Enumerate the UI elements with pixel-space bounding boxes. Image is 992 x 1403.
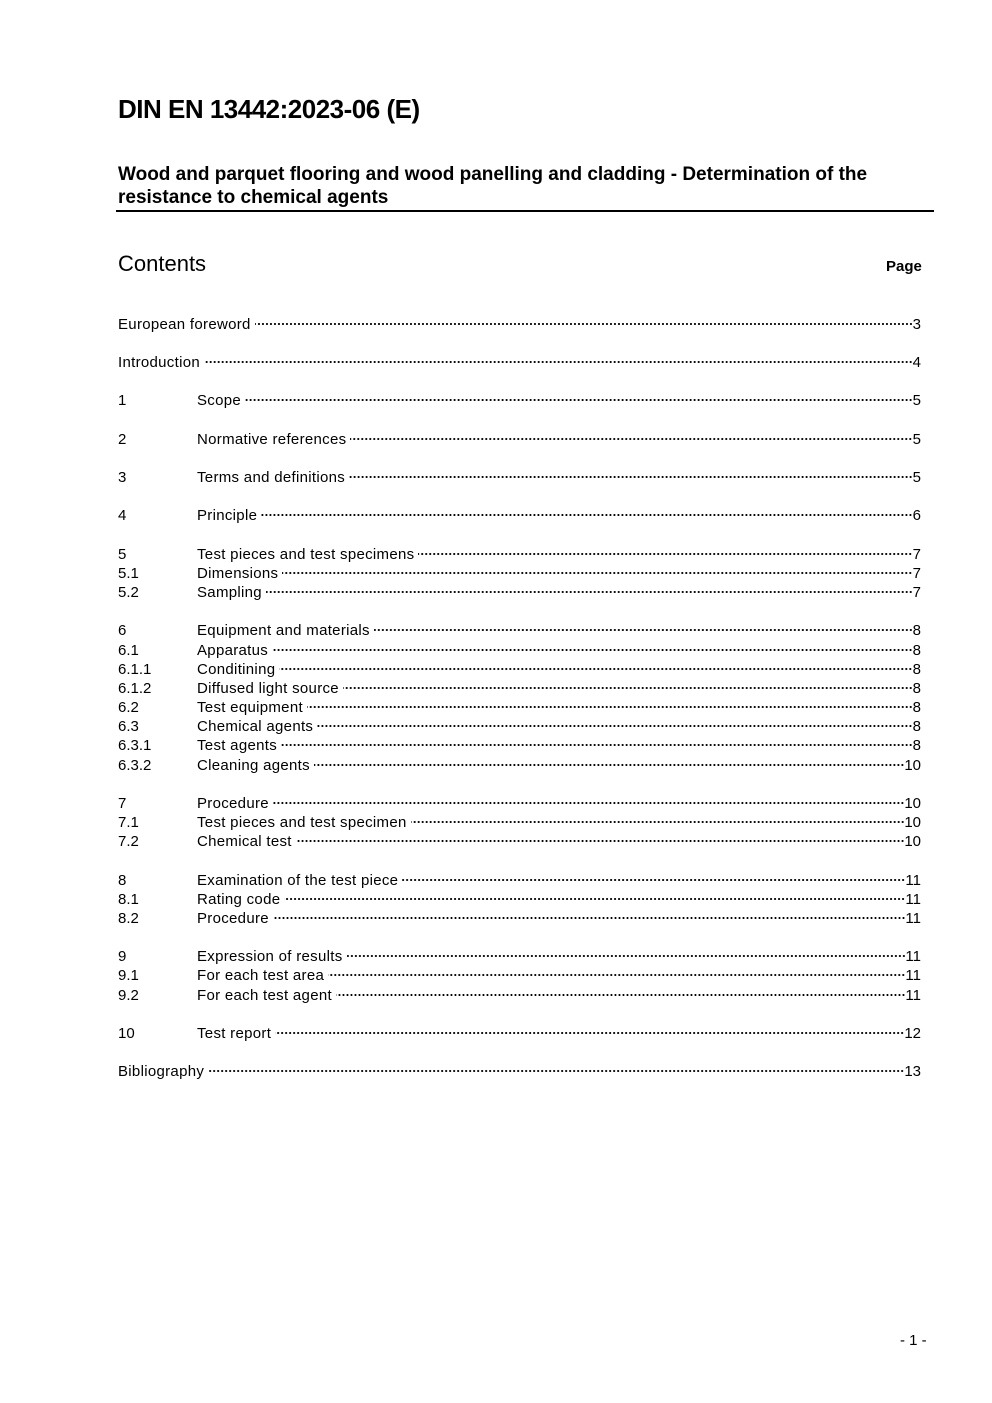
toc-entry-number: 6.3.2 xyxy=(118,757,152,774)
toc-leader-dots xyxy=(402,879,905,881)
toc-entry-title: Cleaning agents xyxy=(197,757,310,774)
toc-entry-page: 11 xyxy=(905,948,921,965)
toc-entry-page: 5 xyxy=(912,431,921,448)
toc-entry[interactable] xyxy=(118,583,921,602)
toc-entry-page: 8 xyxy=(912,642,921,659)
toc-entry[interactable] xyxy=(118,871,921,890)
toc-leader-dots xyxy=(317,725,912,727)
toc-entry-title: Scope xyxy=(197,392,242,409)
toc-entry-page: 7 xyxy=(912,546,921,563)
toc-entry-number: 9.1 xyxy=(118,967,139,984)
document-id: DIN EN 13442:2023-06 (E) xyxy=(118,94,420,124)
toc-entry-page: 8 xyxy=(912,680,921,697)
toc-leader-dots xyxy=(296,840,905,842)
page-number: - 1 - xyxy=(900,1332,927,1349)
toc-entry-number: 6.3.1 xyxy=(118,737,152,754)
toc-entry-number: 8 xyxy=(118,872,127,889)
toc-entry-title: Normative references xyxy=(197,431,347,448)
toc-entry-number: 6.2 xyxy=(118,699,139,716)
toc-entry-number: 6.1.2 xyxy=(118,680,152,697)
toc-entry[interactable] xyxy=(118,698,921,717)
toc-leader-dots xyxy=(273,917,906,919)
toc-entry-page: 8 xyxy=(912,661,921,678)
toc-entry-number: 6 xyxy=(118,622,127,639)
toc-entry-page: 8 xyxy=(912,699,921,716)
contents-heading: Contents xyxy=(118,251,207,276)
toc-leader-dots xyxy=(418,553,912,555)
toc-entry-title: Bibliography xyxy=(118,1063,205,1080)
toc-entry-number: 6.1.1 xyxy=(118,661,152,678)
toc-entry-title: European foreword xyxy=(118,316,251,333)
toc-leader-dots xyxy=(349,476,913,478)
toc-entry[interactable] xyxy=(118,1024,921,1043)
toc-entry[interactable] xyxy=(118,966,921,985)
toc-entry-title: Terms and definitions xyxy=(197,469,346,486)
toc-entry-number: 4 xyxy=(118,507,127,524)
toc-entry[interactable] xyxy=(118,986,921,1005)
toc-leader-dots xyxy=(273,802,904,804)
toc-entry-title: Test agents xyxy=(197,737,278,754)
toc-entry[interactable] xyxy=(118,679,921,698)
toc-entry-number: 5.1 xyxy=(118,565,139,582)
toc-entry-page: 5 xyxy=(912,469,921,486)
toc-entry-title: Equipment and materials xyxy=(197,622,370,639)
toc-entry[interactable] xyxy=(118,545,921,564)
toc-entry-number: 5 xyxy=(118,546,127,563)
toc-entry-number: 3 xyxy=(118,469,127,486)
toc-entry[interactable] xyxy=(118,832,921,851)
toc-entry-title: For each test area xyxy=(197,967,325,984)
toc-leader-dots xyxy=(314,764,904,766)
toc-entry-title: Chemical agents xyxy=(197,718,314,735)
toc-entry[interactable] xyxy=(118,794,921,813)
toc-entry-number: 6.3 xyxy=(118,718,139,735)
toc-entry[interactable] xyxy=(118,315,921,334)
toc-leader-dots xyxy=(328,974,905,976)
toc-entry-number: 6.1 xyxy=(118,642,139,659)
toc-leader-dots xyxy=(284,898,905,900)
toc-entry-number: 9 xyxy=(118,948,127,965)
toc-entry-number: 9.2 xyxy=(118,987,139,1004)
toc-entry-page: 6 xyxy=(912,507,921,524)
toc-leader-dots xyxy=(336,994,905,996)
toc-entry-number: 5.2 xyxy=(118,584,139,601)
toc-leader-dots xyxy=(208,1070,904,1072)
toc-entry-title: Examination of the test piece xyxy=(197,872,399,889)
toc-entry[interactable] xyxy=(118,564,921,583)
toc-entry-page: 8 xyxy=(912,718,921,735)
toc-leader-dots xyxy=(307,706,913,708)
toc-entry-page: 11 xyxy=(905,910,921,927)
toc-entry-page: 7 xyxy=(912,584,921,601)
toc-entry-title: Dimensions xyxy=(197,565,279,582)
toc-entry-page: 12 xyxy=(904,1025,921,1042)
toc-entry-number: 2 xyxy=(118,431,127,448)
toc-entry-title: Conditining xyxy=(197,661,276,678)
toc-leader-dots xyxy=(266,591,913,593)
title-divider xyxy=(116,210,934,212)
toc-leader-dots xyxy=(204,361,913,363)
toc-entry-page: 3 xyxy=(912,316,921,333)
toc-entry[interactable] xyxy=(118,391,921,410)
toc-entry-title: Test report xyxy=(197,1025,272,1042)
toc-entry-page: 8 xyxy=(912,737,921,754)
toc-entry-page: 11 xyxy=(905,872,921,889)
toc-entry[interactable] xyxy=(118,947,921,966)
toc-entry-page: 11 xyxy=(905,987,921,1004)
toc-leader-dots xyxy=(343,687,913,689)
toc-entry[interactable] xyxy=(118,890,921,909)
toc-entry-title: Procedure xyxy=(197,910,269,927)
toc-entry-page: 4 xyxy=(912,354,921,371)
toc-entry-title: Rating code xyxy=(197,891,281,908)
toc-entry-page: 7 xyxy=(912,565,921,582)
toc-entry[interactable] xyxy=(118,621,921,640)
toc-leader-dots xyxy=(347,955,906,957)
toc-entry-page: 10 xyxy=(904,814,921,831)
toc-entry-number: 10 xyxy=(118,1025,135,1042)
toc-entry-page: 10 xyxy=(904,795,921,812)
toc-entry-page: 11 xyxy=(905,967,921,984)
page-column-label: Page xyxy=(886,258,922,275)
toc-entry[interactable] xyxy=(118,506,921,525)
toc-entry[interactable] xyxy=(118,909,921,928)
toc-leader-dots xyxy=(350,438,912,440)
toc-entry-title: Sampling xyxy=(197,584,262,601)
toc-leader-dots xyxy=(275,1032,904,1034)
toc-entry[interactable] xyxy=(118,660,921,679)
toc-entry-number: 8.1 xyxy=(118,891,139,908)
toc-entry-page: 10 xyxy=(904,833,921,850)
toc-entry-page: 8 xyxy=(912,622,921,639)
toc-entry-title: Test pieces and test specimen xyxy=(197,814,407,831)
toc-entry-page: 11 xyxy=(905,891,921,908)
toc-leader-dots xyxy=(281,744,913,746)
toc-leader-dots xyxy=(411,821,905,823)
toc-entry-title: Chemical test xyxy=(197,833,292,850)
toc-entry-number: 7.1 xyxy=(118,814,139,831)
toc-leader-dots xyxy=(279,668,912,670)
toc-entry[interactable] xyxy=(118,468,921,487)
toc-entry-title: Apparatus xyxy=(197,642,269,659)
toc-entry[interactable] xyxy=(118,430,921,449)
toc-entry-title: Procedure xyxy=(197,795,269,812)
toc-entry-page: 5 xyxy=(912,392,921,409)
toc-entry-title: For each test agent xyxy=(197,987,332,1004)
toc-entry[interactable] xyxy=(118,353,921,372)
toc-leader-dots xyxy=(282,572,912,574)
toc-entry[interactable] xyxy=(118,717,921,736)
toc-entry-title: Test equipment xyxy=(197,699,303,716)
toc-entry-number: 1 xyxy=(118,392,127,409)
toc-leader-dots xyxy=(261,514,912,516)
toc-entry-number: 7 xyxy=(118,795,127,812)
toc-entry[interactable] xyxy=(118,756,921,775)
toc-entry-page: 13 xyxy=(904,1063,921,1080)
document-title: Wood and parquet flooring and wood panelling and cladding - Determination of the resistance to chemical agents xyxy=(118,164,868,208)
toc-leader-dots xyxy=(272,649,913,651)
toc-entry-title: Introduction xyxy=(118,354,200,371)
toc-entry-number: 8.2 xyxy=(118,910,139,927)
toc-entry-title: Expression of results xyxy=(197,948,343,965)
toc-leader-dots xyxy=(245,399,913,401)
toc-entry-title: Diffused light source xyxy=(197,680,339,697)
toc-entry[interactable] xyxy=(118,813,921,832)
toc-entry-page: 10 xyxy=(904,757,921,774)
toc-leader-dots xyxy=(255,323,913,325)
toc-leader-dots xyxy=(374,629,913,631)
toc-entry[interactable] xyxy=(118,1062,921,1081)
toc-entry-number: 7.2 xyxy=(118,833,139,850)
toc-entry[interactable] xyxy=(118,736,921,755)
toc-entry[interactable] xyxy=(118,641,921,660)
toc-entry-title: Test pieces and test specimens xyxy=(197,546,415,563)
toc-entry-title: Principle xyxy=(197,507,258,524)
